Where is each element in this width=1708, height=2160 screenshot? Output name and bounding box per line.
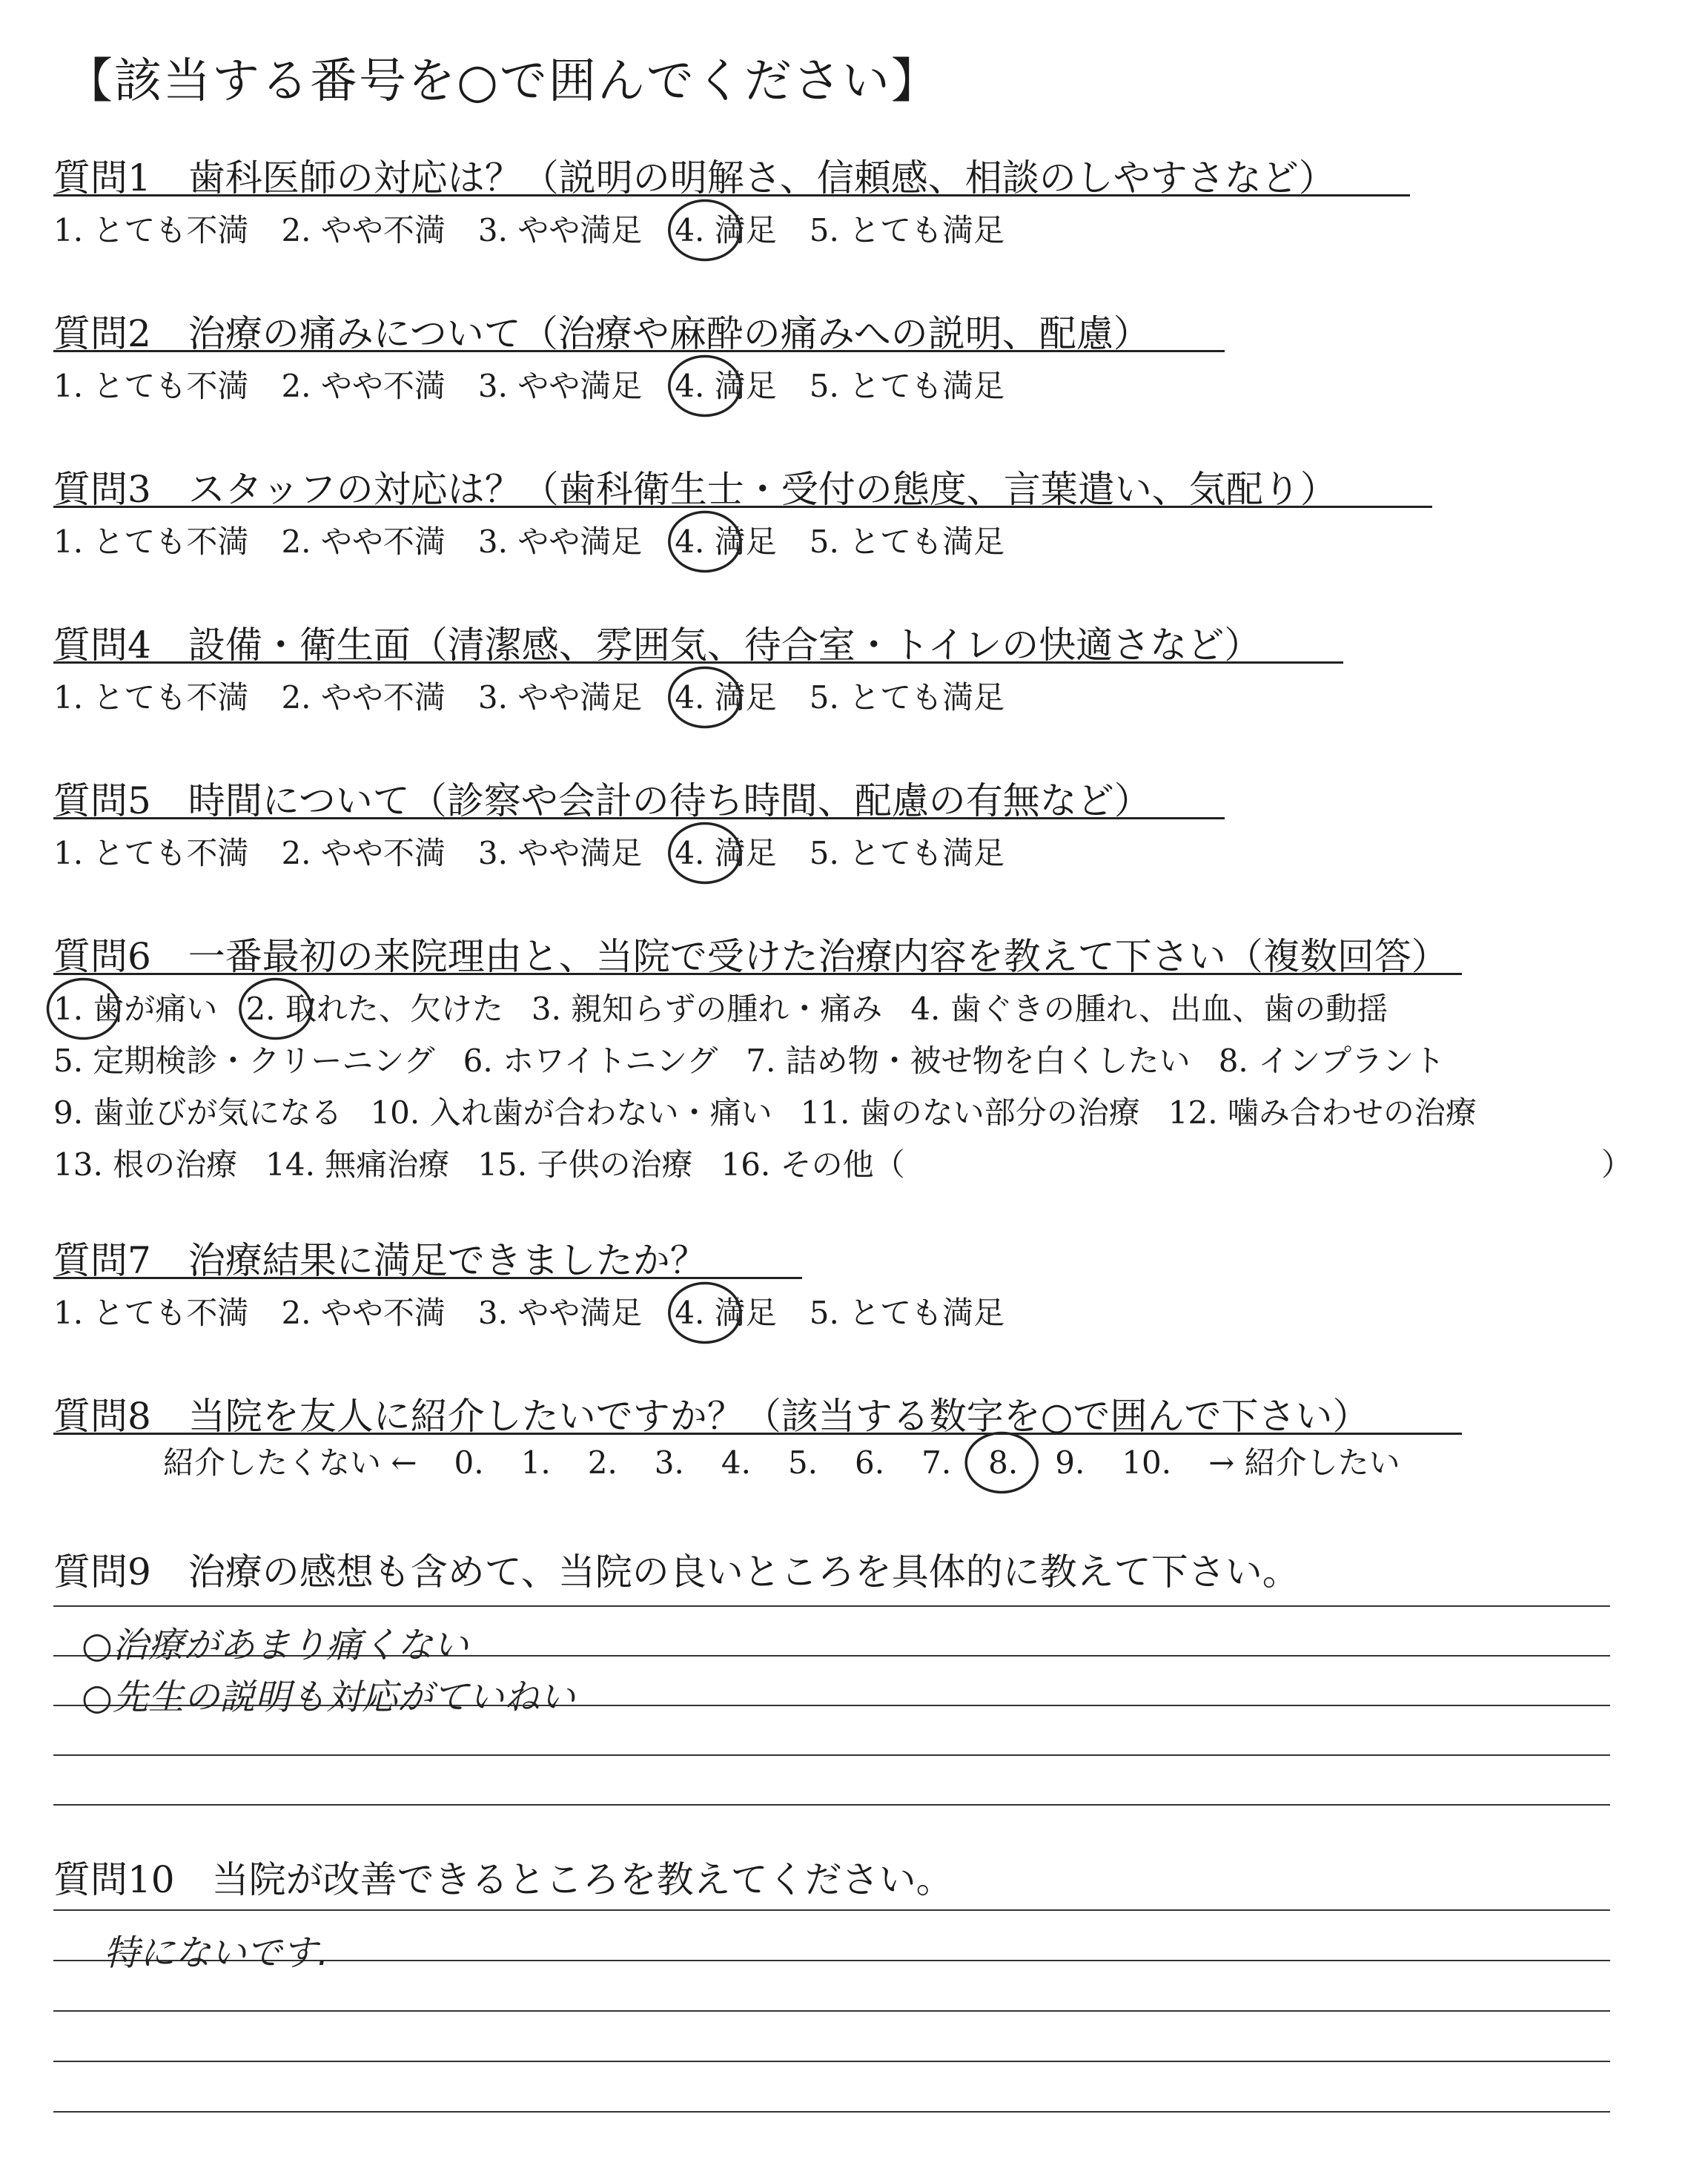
q3-option-3[interactable]: 3. やや満足 [477, 524, 643, 560]
q1-answer-circle [669, 201, 741, 260]
q3-option-5[interactable]: 5. とても満足 [809, 524, 1005, 560]
q5-option-5[interactable]: 5. とても満足 [809, 835, 1005, 871]
q1-option-5[interactable]: 5. とても満足 [809, 212, 1005, 248]
q9-answer-line-2[interactable]: ○先生の説明も対応がていねい [82, 1677, 575, 1718]
q6-option-15[interactable]: 15. 子供の治療 [477, 1146, 693, 1183]
q6-option-7[interactable]: 7. 詰め物・被せ物を白くしたい [746, 1043, 1191, 1079]
q5-option-1[interactable]: 1. とても不満 [53, 835, 249, 871]
q6-answer-circle-1 [48, 980, 119, 1039]
q4-answer-circle [669, 668, 741, 727]
q4-option-1[interactable]: 1. とても不満 [53, 679, 249, 716]
q6-option-5[interactable]: 5. 定期検診・クリーニング [53, 1043, 435, 1079]
scale-4[interactable]: 4. [721, 1444, 751, 1481]
q7-answer-circle [669, 1284, 741, 1343]
q6-option-6[interactable]: 6. ホワイトニング [463, 1043, 718, 1079]
question-8-label: 質問8 当院を友人に紹介したいですか？（該当する数字を○で囲んで下さい） [53, 1395, 1370, 1438]
scale-7[interactable]: 7. [921, 1444, 952, 1481]
scale-10[interactable]: 10. [1122, 1444, 1172, 1481]
q6-option-2[interactable]: 2. 取れた、欠けた [245, 991, 503, 1027]
q6-option-14[interactable]: 14. 無痛治療 [265, 1146, 450, 1183]
q10-answer-line-1[interactable]: 特にないです. [104, 1932, 329, 1974]
question-4-label: 質問4 設備・衛生面（清潔感、雰囲気、待合室・トイレの快適さなど） [53, 624, 1262, 667]
q2-option-4[interactable]: 4. 満足 [675, 368, 777, 404]
scale-6[interactable]: 6. [855, 1444, 885, 1481]
q1-option-2[interactable]: 2. やや不満 [281, 212, 446, 248]
question-10-label: 質問10 当院が改善できるところを教えてください。 [53, 1858, 953, 1901]
question-7-label: 質問7 治療結果に満足できましたか？ [53, 1239, 707, 1282]
q7-option-5[interactable]: 5. とても満足 [809, 1295, 1005, 1331]
q3-option-1[interactable]: 1. とても不満 [53, 524, 249, 560]
question-2-label: 質問2 治療の痛みについて（治療や麻酔の痛みへの説明、配慮） [53, 312, 1151, 355]
q6-other-close-paren: ） [1601, 1146, 1633, 1183]
q6-answer-circle-2 [240, 980, 311, 1039]
question-1-label: 質問1 歯科医師の対応は？（説明の明解さ、信頼感、相談のしやすさなど） [53, 156, 1336, 199]
q3-option-4[interactable]: 4. 満足 [675, 524, 777, 560]
q5-answer-circle [669, 824, 741, 883]
question-9-label: 質問9 治療の感想も含めて、当院の良いところを具体的に教えて下さい。 [53, 1550, 1300, 1593]
q7-option-1[interactable]: 1. とても不満 [53, 1295, 249, 1331]
scale-8[interactable]: 8. [988, 1444, 1019, 1481]
question-3-label: 質問3 スタッフの対応は？（歯科衛生士・受付の態度、言葉遣い、気配り） [53, 468, 1337, 511]
q9-answer-line-1[interactable]: ○治療があまり痛くない [82, 1625, 469, 1666]
scale-0[interactable]: 0. [454, 1444, 484, 1481]
q6-option-3[interactable]: 3. 親知らずの腫れ・痛み [531, 991, 883, 1027]
scale-1[interactable]: 1. [520, 1444, 551, 1481]
q2-answer-circle [669, 357, 741, 416]
scale-5[interactable]: 5. [787, 1444, 818, 1481]
q5-option-4[interactable]: 4. 満足 [675, 835, 777, 871]
q3-option-2[interactable]: 2. やや不満 [281, 524, 446, 560]
q2-option-5[interactable]: 5. とても満足 [809, 368, 1005, 404]
q4-option-4[interactable]: 4. 満足 [675, 679, 777, 716]
q8-answer-circle [966, 1433, 1037, 1493]
q6-option-4[interactable]: 4. 歯ぐきの腫れ、出血、歯の動揺 [910, 991, 1388, 1027]
q7-option-4[interactable]: 4. 満足 [675, 1295, 777, 1331]
scale-9[interactable]: 9. [1055, 1444, 1085, 1481]
scale-high-label: → 紹介したい [1208, 1444, 1400, 1481]
q6-option-10[interactable]: 10. 入れ歯が合わない・痛い [370, 1094, 772, 1131]
q1-option-3[interactable]: 3. やや満足 [477, 212, 643, 248]
q4-option-2[interactable]: 2. やや不満 [281, 679, 446, 716]
q6-option-13[interactable]: 13. 根の治療 [53, 1146, 238, 1183]
q1-option-4[interactable]: 4. 満足 [675, 212, 777, 248]
q3-answer-circle [669, 512, 741, 572]
q1-option-1[interactable]: 1. とても不満 [53, 212, 249, 248]
q7-option-3[interactable]: 3. やや満足 [477, 1295, 643, 1331]
question-6-label: 質問6 一番最初の来院理由と、当院で受けた治療内容を教えて下さい（複数回答） [53, 935, 1449, 978]
question-5-label: 質問5 時間について（診察や会計の待ち時間、配慮の有無など） [53, 779, 1151, 822]
q2-option-2[interactable]: 2. やや不満 [281, 368, 446, 404]
scale-2[interactable]: 2. [587, 1444, 618, 1481]
scale-low-label: 紹介したくない ← [163, 1444, 417, 1481]
q6-option-11[interactable]: 11. 歯のない部分の治療 [800, 1094, 1140, 1131]
q2-option-1[interactable]: 1. とても不満 [53, 368, 249, 404]
q5-option-2[interactable]: 2. やや不満 [281, 835, 446, 871]
q4-option-3[interactable]: 3. やや満足 [477, 679, 643, 716]
q6-option-16[interactable]: 16. その他（ [721, 1146, 905, 1183]
page-title: 【該当する番号を○で囲んでください】 [65, 54, 940, 109]
q6-option-8[interactable]: 8. インプラント [1218, 1043, 1446, 1079]
scale-3[interactable]: 3. [654, 1444, 684, 1481]
q6-option-1[interactable]: 1. 歯が痛い [53, 991, 218, 1027]
q5-option-3[interactable]: 3. やや満足 [477, 835, 643, 871]
q4-option-5[interactable]: 5. とても満足 [809, 679, 1005, 716]
q2-option-3[interactable]: 3. やや満足 [477, 368, 643, 404]
q6-option-9[interactable]: 9. 歯並びが気になる [53, 1094, 342, 1131]
q6-option-12[interactable]: 12. 噛み合わせの治療 [1168, 1094, 1477, 1131]
q7-option-2[interactable]: 2. やや不満 [281, 1295, 446, 1331]
